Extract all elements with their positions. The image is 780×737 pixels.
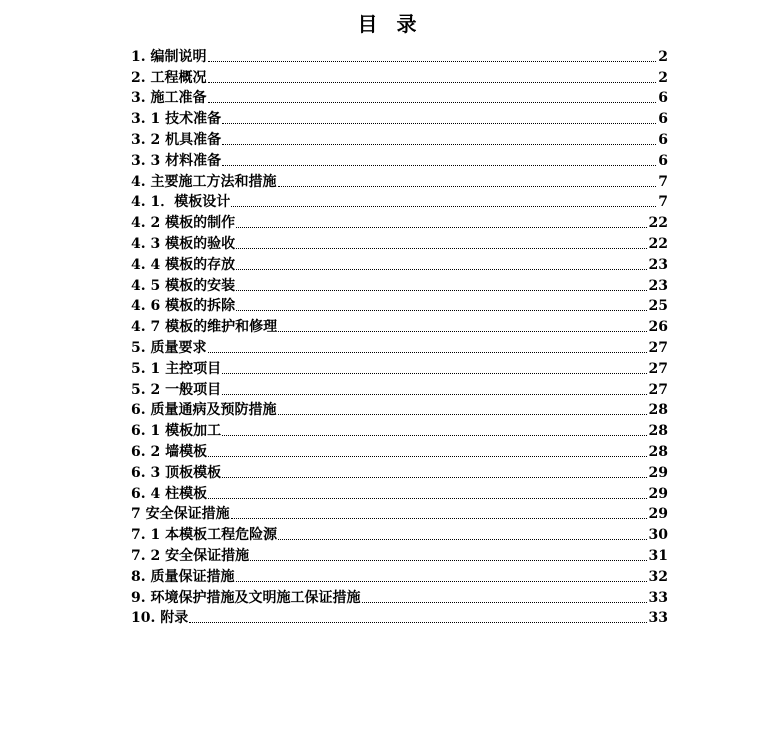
toc-entry-label: 3. 1 技术准备 <box>131 111 222 128</box>
toc-dot-leader <box>278 539 646 540</box>
toc-entry-page-number: 6 <box>658 111 668 128</box>
toc-entry-page-number: 2 <box>658 48 668 65</box>
toc-entry[interactable] <box>131 503 668 524</box>
toc-entry[interactable] <box>131 461 668 482</box>
toc-dot-leader <box>222 373 646 374</box>
toc-dot-leader <box>208 498 646 499</box>
toc-dot-leader <box>362 602 647 603</box>
toc-dot-leader <box>222 435 646 436</box>
toc-dot-leader <box>278 414 647 415</box>
toc-entry-page-number: 6 <box>658 152 668 169</box>
toc-entry-label: 7. 1 本模板工程危险源 <box>131 527 278 544</box>
toc-entry-label: 4. 5 模板的安装 <box>131 277 236 294</box>
toc-entry-page-number: 32 <box>648 568 668 585</box>
toc-list <box>131 45 668 627</box>
toc-entry[interactable] <box>131 419 668 440</box>
toc-entry[interactable] <box>131 607 668 628</box>
toc-dot-leader <box>278 331 646 332</box>
toc-entry-page-number: 30 <box>648 527 668 544</box>
toc-entry-label: 7 安全保证措施 <box>131 506 230 523</box>
toc-dot-leader <box>236 310 646 311</box>
toc-entry-page-number: 6 <box>658 90 668 107</box>
toc-entry-page-number: 22 <box>648 235 668 252</box>
toc-dot-leader <box>208 352 647 353</box>
toc-entry-page-number: 26 <box>648 319 668 336</box>
toc-entry[interactable] <box>131 149 668 170</box>
toc-entry-page-number: 27 <box>648 381 668 398</box>
toc-dot-leader <box>189 622 646 623</box>
toc-entry-label: 6. 2 墙模板 <box>131 443 208 460</box>
toc-entry-label: 4. 7 模板的维护和修理 <box>131 319 278 336</box>
toc-dot-leader <box>236 581 647 582</box>
toc-entry[interactable] <box>131 565 668 586</box>
toc-entry[interactable] <box>131 315 668 336</box>
toc-entry-page-number: 2 <box>658 69 668 86</box>
toc-dot-leader <box>222 123 656 124</box>
toc-dot-leader <box>231 518 647 519</box>
toc-entry[interactable] <box>131 170 668 191</box>
toc-entry-label: 5. 质量要求 <box>131 339 207 356</box>
toc-entry[interactable] <box>131 544 668 565</box>
toc-entry-page-number: 33 <box>648 610 668 627</box>
toc-entry-label: 4. 1．模板设计 <box>131 194 231 211</box>
toc-entry-label: 4. 主要施工方法和措施 <box>131 173 277 190</box>
toc-dot-leader <box>278 186 657 187</box>
toc-dot-leader <box>250 560 646 561</box>
toc-entry[interactable] <box>131 128 668 149</box>
toc-entry[interactable] <box>131 191 668 212</box>
toc-entry-label: 4. 2 模板的制作 <box>131 215 236 232</box>
toc-dot-leader <box>208 61 657 62</box>
toc-entry-page-number: 25 <box>648 298 668 315</box>
toc-entry[interactable] <box>131 378 668 399</box>
toc-entry-page-number: 31 <box>648 547 668 564</box>
toc-entry-label: 6. 3 顶板模板 <box>131 464 222 481</box>
toc-entry-label: 7. 2 安全保证措施 <box>131 547 250 564</box>
toc-entry-page-number: 6 <box>658 131 668 148</box>
toc-dot-leader <box>222 394 646 395</box>
toc-entry[interactable] <box>131 295 668 316</box>
toc-entry[interactable] <box>131 253 668 274</box>
toc-entry[interactable] <box>131 66 668 87</box>
toc-entry-page-number: 29 <box>648 506 668 523</box>
toc-entry-label: 8. 质量保证措施 <box>131 568 235 585</box>
toc-entry-label: 6. 质量通病及预防措施 <box>131 402 277 419</box>
toc-entry-page-number: 27 <box>648 360 668 377</box>
toc-entry-label: 10. 附录 <box>131 610 189 627</box>
toc-entry-label: 5. 2 一般项目 <box>131 381 222 398</box>
toc-dot-leader <box>236 227 646 228</box>
toc-entry-label: 2. 工程概况 <box>131 69 207 86</box>
toc-entry-label: 9. 环境保护措施及文明施工保证措施 <box>131 589 361 606</box>
toc-entry-page-number: 29 <box>648 464 668 481</box>
toc-entry[interactable] <box>131 211 668 232</box>
toc-entry-label: 1. 编制说明 <box>131 48 207 65</box>
toc-entry[interactable] <box>131 357 668 378</box>
toc-entry-label: 4. 6 模板的拆除 <box>131 298 236 315</box>
toc-entry[interactable] <box>131 440 668 461</box>
toc-entry-page-number: 29 <box>648 485 668 502</box>
toc-entry-page-number: 22 <box>648 215 668 232</box>
toc-dot-leader <box>236 290 646 291</box>
toc-entry[interactable] <box>131 274 668 295</box>
toc-entry-page-number: 28 <box>648 402 668 419</box>
toc-dot-leader <box>236 248 646 249</box>
toc-dot-leader <box>208 102 657 103</box>
toc-entry[interactable] <box>131 523 668 544</box>
toc-entry-label: 3. 2 机具准备 <box>131 131 222 148</box>
toc-entry[interactable] <box>131 87 668 108</box>
toc-entry-page-number: 7 <box>658 194 668 211</box>
toc-entry-label: 5. 1 主控项目 <box>131 360 222 377</box>
toc-entry[interactable] <box>131 482 668 503</box>
toc-entry-label: 3. 3 材料准备 <box>131 152 222 169</box>
toc-dot-leader <box>222 477 646 478</box>
toc-entry-page-number: 28 <box>648 443 668 460</box>
toc-entry[interactable] <box>131 336 668 357</box>
toc-entry-label: 3. 施工准备 <box>131 90 207 107</box>
toc-entry-page-number: 23 <box>648 256 668 273</box>
toc-dot-leader <box>208 456 646 457</box>
toc-entry-page-number: 7 <box>658 173 668 190</box>
toc-entry[interactable] <box>131 232 668 253</box>
toc-entry-page-number: 28 <box>648 423 668 440</box>
toc-dot-leader <box>231 206 656 207</box>
toc-entry-label: 6. 1 模板加工 <box>131 423 222 440</box>
toc-entry-page-number: 27 <box>648 339 668 356</box>
toc-entry-label: 6. 4 柱模板 <box>131 485 208 502</box>
toc-entry-page-number: 33 <box>648 589 668 606</box>
toc-entry[interactable] <box>131 586 668 607</box>
toc-dot-leader <box>236 269 646 270</box>
toc-dot-leader <box>222 165 656 166</box>
toc-entry[interactable] <box>131 45 668 66</box>
toc-entry-page-number: 23 <box>648 277 668 294</box>
toc-entry-label: 4. 4 模板的存放 <box>131 256 236 273</box>
toc-dot-leader <box>208 82 657 83</box>
toc-entry-label: 4. 3 模板的验收 <box>131 235 236 252</box>
toc-entry[interactable] <box>131 107 668 128</box>
toc-entry[interactable] <box>131 399 668 420</box>
toc-title: 目 录 <box>357 12 423 36</box>
toc-dot-leader <box>222 144 656 145</box>
